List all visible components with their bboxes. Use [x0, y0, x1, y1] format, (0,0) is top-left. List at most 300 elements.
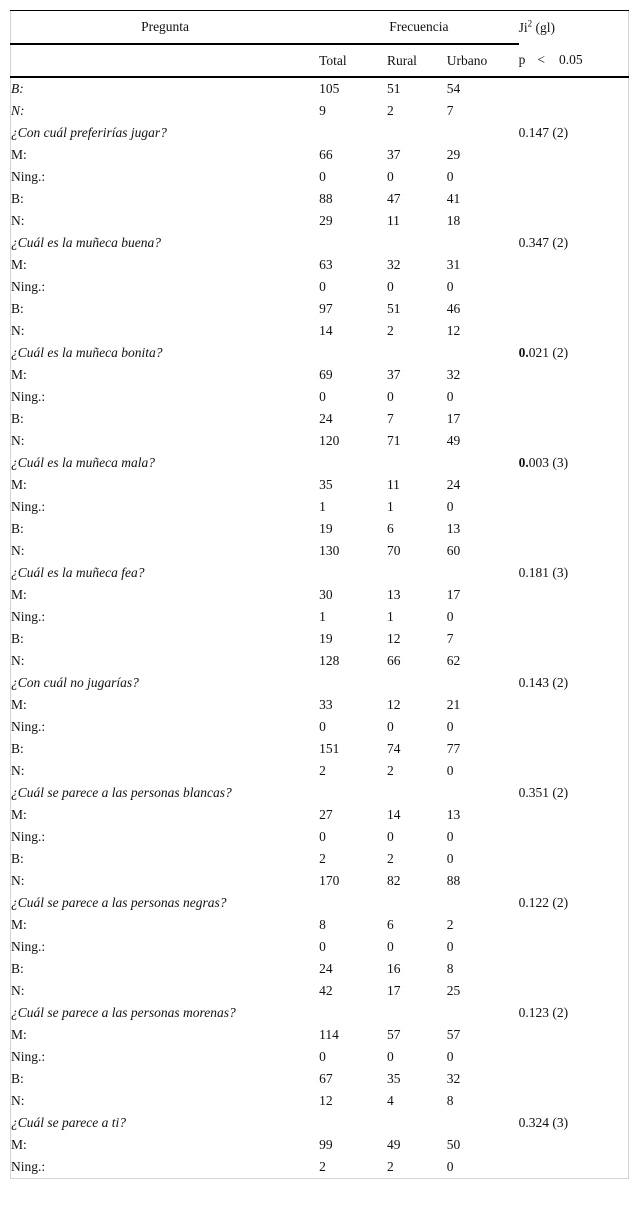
cell-chi-square: [519, 1068, 629, 1090]
cell-urbano: 0: [446, 939, 454, 954]
row-label: ¿Con cuál no jugarías?: [11, 675, 139, 690]
cell-rural: 6: [386, 917, 394, 932]
table-row: [11, 144, 629, 166]
table-row: [11, 936, 629, 958]
cell-rural: 51: [386, 301, 401, 316]
table-row: [11, 386, 629, 408]
cell-rural: 16: [386, 961, 401, 976]
cell-chi-square: [519, 672, 629, 694]
cell-chi-square: [519, 408, 629, 430]
row-label: ¿Con cuál preferirías jugar?: [11, 125, 167, 140]
cell-rural: 37: [386, 147, 401, 162]
cell-urbano: 2: [446, 917, 454, 932]
cell-chi-square: [519, 936, 629, 958]
table-row: [11, 584, 629, 606]
cell-urbano: 8: [446, 1093, 454, 1108]
cell-urbano: 57: [446, 1027, 461, 1042]
row-label: B:: [11, 961, 24, 976]
cell-total: 0: [319, 829, 326, 844]
row-label: B:: [11, 631, 24, 646]
cell-urbano: 8: [446, 961, 454, 976]
cell-total: 14: [319, 323, 333, 338]
row-label: B:: [11, 81, 24, 96]
cell-total: 170: [319, 873, 340, 888]
cell-total: 2: [319, 851, 326, 866]
cell-chi-square: [519, 452, 629, 474]
ji-superscript: 2: [527, 18, 533, 28]
cell-urbano: 13: [446, 521, 461, 536]
cell-urbano: 0: [446, 279, 454, 294]
cell-urbano: 60: [446, 543, 461, 558]
cell-urbano: [447, 342, 519, 364]
header-row-1: [11, 11, 629, 45]
table-row: [11, 496, 629, 518]
table-row: [11, 760, 629, 782]
table-row: [11, 1046, 629, 1068]
row-label: M:: [11, 807, 27, 822]
table-row: [11, 870, 629, 892]
cell-total: 88: [319, 191, 333, 206]
cell-total: 63: [319, 257, 333, 272]
cell-rural: 6: [386, 521, 394, 536]
cell-rural: 2: [386, 763, 394, 778]
row-label: N:: [11, 433, 25, 448]
cell-total: 99: [319, 1137, 333, 1152]
cell-chi-square: [519, 650, 629, 672]
question-row: [11, 892, 629, 914]
cell-total: 29: [319, 213, 333, 228]
cell-urbano: 50: [446, 1137, 461, 1152]
row-label: Ning.:: [11, 169, 46, 184]
significant-marker: 0.: [518, 345, 529, 360]
row-label: M:: [11, 917, 27, 932]
cell-urbano: [447, 452, 519, 474]
question-row: [11, 342, 629, 364]
row-label: ¿Cuál se parece a las personas negras?: [11, 895, 227, 910]
row-label: M:: [11, 367, 27, 382]
cell-urbano: 32: [446, 367, 461, 382]
table-row: [11, 298, 629, 320]
row-label: N:: [11, 323, 25, 338]
cell-rural: [387, 892, 447, 914]
cell-rural: 13: [386, 587, 401, 602]
table-row: [11, 958, 629, 980]
cell-urbano: [447, 232, 519, 254]
cell-chi-square: [519, 386, 629, 408]
cell-chi-square: [519, 760, 629, 782]
cell-chi-square: [519, 188, 629, 210]
cell-chi-square: [519, 716, 629, 738]
table-row: [11, 650, 629, 672]
frequency-table: [10, 10, 629, 1179]
question-row: [11, 562, 629, 584]
table-row: [11, 364, 629, 386]
cell-chi-square: [519, 892, 629, 914]
cell-chi-square: [519, 320, 629, 342]
row-label: M:: [11, 1137, 27, 1152]
row-label: Ning.:: [11, 389, 46, 404]
cell-chi-square: [519, 1046, 629, 1068]
cell-rural: 11: [386, 213, 400, 228]
cell-rural: 1: [386, 609, 394, 624]
header-total: Total: [319, 44, 387, 77]
cell-chi-square: [519, 914, 629, 936]
cell-rural: 32: [386, 257, 401, 272]
table-row: [11, 628, 629, 650]
table-row: [11, 1068, 629, 1090]
cell-urbano: [447, 122, 519, 144]
table-row: [11, 276, 629, 298]
cell-rural: 70: [386, 543, 401, 558]
cell-urbano: 62: [446, 653, 461, 668]
cell-rural: 71: [386, 433, 401, 448]
cell-chi-square: [519, 584, 629, 606]
table-body: [11, 11, 629, 1179]
cell-total: [319, 1002, 387, 1024]
cell-urbano: [447, 1112, 519, 1134]
cell-total: 67: [319, 1071, 333, 1086]
header-urbano: Urbano: [447, 44, 519, 77]
table-row: [11, 518, 629, 540]
cell-total: [319, 562, 387, 584]
cell-urbano: 18: [446, 213, 461, 228]
cell-chi-square: [519, 276, 629, 298]
p-label: p: [518, 52, 526, 67]
cell-urbano: 54: [446, 81, 461, 96]
table-row: [11, 1090, 629, 1112]
cell-urbano: 0: [447, 1156, 519, 1179]
cell-chi-square: [519, 77, 629, 100]
cell-rural: 14: [386, 807, 401, 822]
cell-total: [319, 672, 387, 694]
cell-chi-square: [519, 232, 629, 254]
header-rural: Rural: [387, 44, 447, 77]
cell-urbano: 0: [446, 829, 454, 844]
cell-chi-square: [519, 1090, 629, 1112]
row-label: B:: [11, 741, 24, 756]
cell-rural: 66: [386, 653, 401, 668]
cell-total: 19: [319, 521, 333, 536]
cell-total: 19: [319, 631, 333, 646]
cell-rural: [387, 342, 447, 364]
cell-urbano: 0: [446, 851, 454, 866]
cell-urbano: 7: [446, 631, 454, 646]
cell-rural: 0: [386, 1049, 394, 1064]
cell-chi-square: [519, 826, 629, 848]
cell-urbano: 88: [446, 873, 461, 888]
row-label: B:: [11, 301, 24, 316]
table-row: [11, 738, 629, 760]
cell-total: [319, 232, 387, 254]
cell-rural: [387, 1112, 447, 1134]
ji-suffix: (gl): [532, 19, 556, 35]
row-label: ¿Cuál se parece a las personas blancas?: [11, 785, 232, 800]
cell-total: 0: [319, 1049, 326, 1064]
table-row: [11, 408, 629, 430]
table-row: [11, 188, 629, 210]
cell-rural: 35: [386, 1071, 401, 1086]
row-label: Ning.:: [11, 279, 46, 294]
question-row: [11, 782, 629, 804]
cell-rural: 57: [386, 1027, 401, 1042]
less-than: <: [537, 52, 546, 67]
table-row: [11, 254, 629, 276]
row-label: N:: [11, 983, 25, 998]
row-label: Ning.:: [11, 499, 46, 514]
cell-chi-square: [519, 628, 629, 650]
table-row: [11, 430, 629, 452]
cell-urbano: 49: [446, 433, 461, 448]
cell-rural: 1: [386, 499, 394, 514]
cell-rural: 4: [386, 1093, 394, 1108]
cell-total: 2: [319, 1156, 387, 1179]
header-frecuencia: Frecuencia: [319, 11, 519, 45]
cell-rural: 0: [386, 939, 394, 954]
cell-chi-square: [519, 738, 629, 760]
cell-urbano: [447, 562, 519, 584]
table-row: [11, 1156, 629, 1179]
cell-total: [319, 122, 387, 144]
significant-marker: 0.: [518, 455, 529, 470]
table-row: [11, 166, 629, 188]
cell-rural: 0: [386, 829, 394, 844]
cell-chi-square: [519, 100, 629, 122]
row-label: Ning.:: [11, 1049, 46, 1064]
row-label: ¿Cuál se parece a ti?: [11, 1115, 126, 1130]
cell-rural: 11: [386, 477, 400, 492]
cell-chi-square: [519, 166, 629, 188]
cell-urbano: 31: [446, 257, 461, 272]
cell-urbano: 13: [446, 807, 461, 822]
cell-chi-square: [519, 210, 629, 232]
cell-chi-square: [519, 254, 629, 276]
cell-rural: 2: [386, 103, 394, 118]
cell-urbano: 0: [446, 609, 454, 624]
cell-chi-square: [519, 364, 629, 386]
cell-total: 66: [319, 147, 333, 162]
cell-urbano: [447, 672, 519, 694]
cell-total: 1: [319, 609, 326, 624]
cell-total: 0: [319, 279, 326, 294]
cell-total: 24: [319, 961, 333, 976]
cell-total: 151: [319, 741, 340, 756]
cell-total: 105: [319, 81, 340, 96]
cell-total: 114: [319, 1027, 339, 1042]
question-row: [11, 452, 629, 474]
chi-square-value: 003 (3): [528, 455, 569, 470]
row-label: M:: [11, 697, 27, 712]
cell-total: 9: [319, 103, 326, 118]
cell-total: [319, 342, 387, 364]
cell-chi-square: [519, 518, 629, 540]
header-row-2: [11, 44, 629, 77]
cell-rural: 0: [386, 279, 394, 294]
row-label: N:: [11, 1093, 25, 1108]
cell-chi-square: [519, 1024, 629, 1046]
table-row: [11, 716, 629, 738]
cell-total: 0: [319, 169, 326, 184]
row-label: N:: [11, 103, 25, 118]
row-label: B:: [11, 851, 24, 866]
cell-rural: 0: [386, 719, 394, 734]
row-label: N:: [11, 543, 25, 558]
row-label: M:: [11, 257, 27, 272]
cell-total: 120: [319, 433, 340, 448]
table-row: [11, 77, 629, 100]
question-row: [11, 672, 629, 694]
row-label: B:: [11, 521, 24, 536]
table-row: [11, 848, 629, 870]
cell-rural: [387, 1002, 447, 1024]
row-label: ¿Cuál es la muñeca fea?: [11, 565, 145, 580]
row-label: N:: [11, 763, 25, 778]
header-pregunta: Pregunta: [11, 11, 320, 45]
question-row: [11, 232, 629, 254]
cell-total: [319, 892, 387, 914]
table-row: [11, 320, 629, 342]
cell-total: 42: [319, 983, 333, 998]
cell-urbano: 0: [446, 499, 454, 514]
chi-square-value: 0.147 (2): [518, 125, 569, 140]
row-label: M:: [11, 1027, 27, 1042]
cell-rural: 2: [386, 323, 394, 338]
question-row: [11, 1002, 629, 1024]
cell-chi-square: [519, 342, 629, 364]
row-label: Ning.:: [11, 829, 46, 844]
cell-chi-square: [519, 1112, 629, 1134]
row-label: Ning.:: [11, 939, 46, 954]
row-label: N:: [11, 653, 25, 668]
cell-total: [319, 782, 387, 804]
cell-rural: 74: [386, 741, 401, 756]
cell-urbano: 7: [446, 103, 454, 118]
cell-urbano: 24: [446, 477, 461, 492]
chi-square-value: 0.181 (3): [518, 565, 569, 580]
cell-urbano: 0: [446, 169, 454, 184]
cell-total: 12: [319, 1093, 333, 1108]
question-row: [11, 122, 629, 144]
cell-chi-square: [519, 848, 629, 870]
cell-total: 8: [319, 917, 326, 932]
row-label: ¿Cuál es la muñeca buena?: [11, 235, 161, 250]
cell-total: [319, 452, 387, 474]
table-row: [11, 540, 629, 562]
cell-chi-square: [519, 958, 629, 980]
ji-label: Ji: [518, 19, 528, 35]
cell-total: 69: [319, 367, 333, 382]
cell-urbano: 0: [446, 719, 454, 734]
row-label: M:: [11, 587, 27, 602]
cell-urbano: 17: [446, 587, 461, 602]
cell-chi-square: [519, 1156, 629, 1179]
chi-square-value: 0.347 (2): [518, 235, 569, 250]
cell-total: 130: [319, 543, 340, 558]
row-label: N:: [11, 213, 25, 228]
cell-rural: [387, 672, 447, 694]
cell-chi-square: [519, 540, 629, 562]
cell-total: 128: [319, 653, 340, 668]
cell-chi-square: [519, 474, 629, 496]
cell-total: [319, 1112, 387, 1134]
cell-chi-square: [519, 1134, 629, 1156]
alpha-value: 0.05: [559, 52, 583, 67]
cell-rural: 12: [386, 697, 401, 712]
chi-square-value: 0.143 (2): [518, 675, 569, 690]
cell-total: 0: [319, 719, 326, 734]
table-row: [11, 606, 629, 628]
cell-urbano: 0: [446, 1049, 454, 1064]
cell-chi-square: [519, 870, 629, 892]
chi-square-value: 0.123 (2): [518, 1005, 569, 1020]
cell-chi-square: [519, 1002, 629, 1024]
cell-urbano: 25: [446, 983, 461, 998]
question-row: [11, 1112, 629, 1134]
cell-total: 24: [319, 411, 333, 426]
row-label: M:: [11, 477, 27, 492]
cell-rural: [387, 782, 447, 804]
cell-urbano: [447, 782, 519, 804]
table-row: [11, 694, 629, 716]
cell-rural: 7: [386, 411, 394, 426]
row-label: N:: [11, 873, 25, 888]
chi-square-value: 021 (2): [528, 345, 569, 360]
cell-total: 30: [319, 587, 333, 602]
cell-rural: 2: [387, 1156, 447, 1179]
cell-chi-square: [519, 496, 629, 518]
cell-rural: 0: [386, 389, 394, 404]
table-row: [11, 210, 629, 232]
row-label: M:: [11, 147, 27, 162]
cell-chi-square: [519, 562, 629, 584]
cell-total: 33: [319, 697, 333, 712]
cell-rural: [387, 122, 447, 144]
cell-chi-square: [519, 980, 629, 1002]
cell-urbano: 41: [446, 191, 461, 206]
header-blank: [11, 44, 320, 77]
table-row: [11, 826, 629, 848]
cell-rural: 82: [386, 873, 401, 888]
cell-urbano: 21: [446, 697, 461, 712]
row-label: B:: [11, 1071, 24, 1086]
cell-rural: 12: [386, 631, 401, 646]
cell-chi-square: [519, 782, 629, 804]
cell-urbano: 77: [446, 741, 461, 756]
header-ji: [519, 11, 629, 45]
cell-total: 97: [319, 301, 333, 316]
cell-urbano: 32: [446, 1071, 461, 1086]
row-label: ¿Cuál es la muñeca mala?: [11, 455, 155, 470]
chi-square-value: 0.122 (2): [518, 895, 569, 910]
cell-chi-square: [519, 694, 629, 716]
row-label: Ning.:: [11, 609, 46, 624]
cell-rural: 0: [386, 169, 394, 184]
cell-rural: [387, 452, 447, 474]
cell-urbano: 0: [446, 389, 454, 404]
cell-total: 0: [319, 389, 326, 404]
cell-chi-square: [519, 606, 629, 628]
chi-square-value: 0.324 (3): [518, 1115, 569, 1130]
cell-chi-square: [519, 298, 629, 320]
header-p-threshold: [519, 44, 629, 77]
row-label: ¿Cuál es la muñeca bonita?: [11, 345, 163, 360]
row-label: Ning.:: [11, 1156, 320, 1179]
cell-total: 35: [319, 477, 333, 492]
chi-square-value: 0.351 (2): [518, 785, 569, 800]
cell-rural: [387, 232, 447, 254]
cell-rural: 37: [386, 367, 401, 382]
cell-urbano: 12: [446, 323, 461, 338]
cell-rural: [387, 562, 447, 584]
